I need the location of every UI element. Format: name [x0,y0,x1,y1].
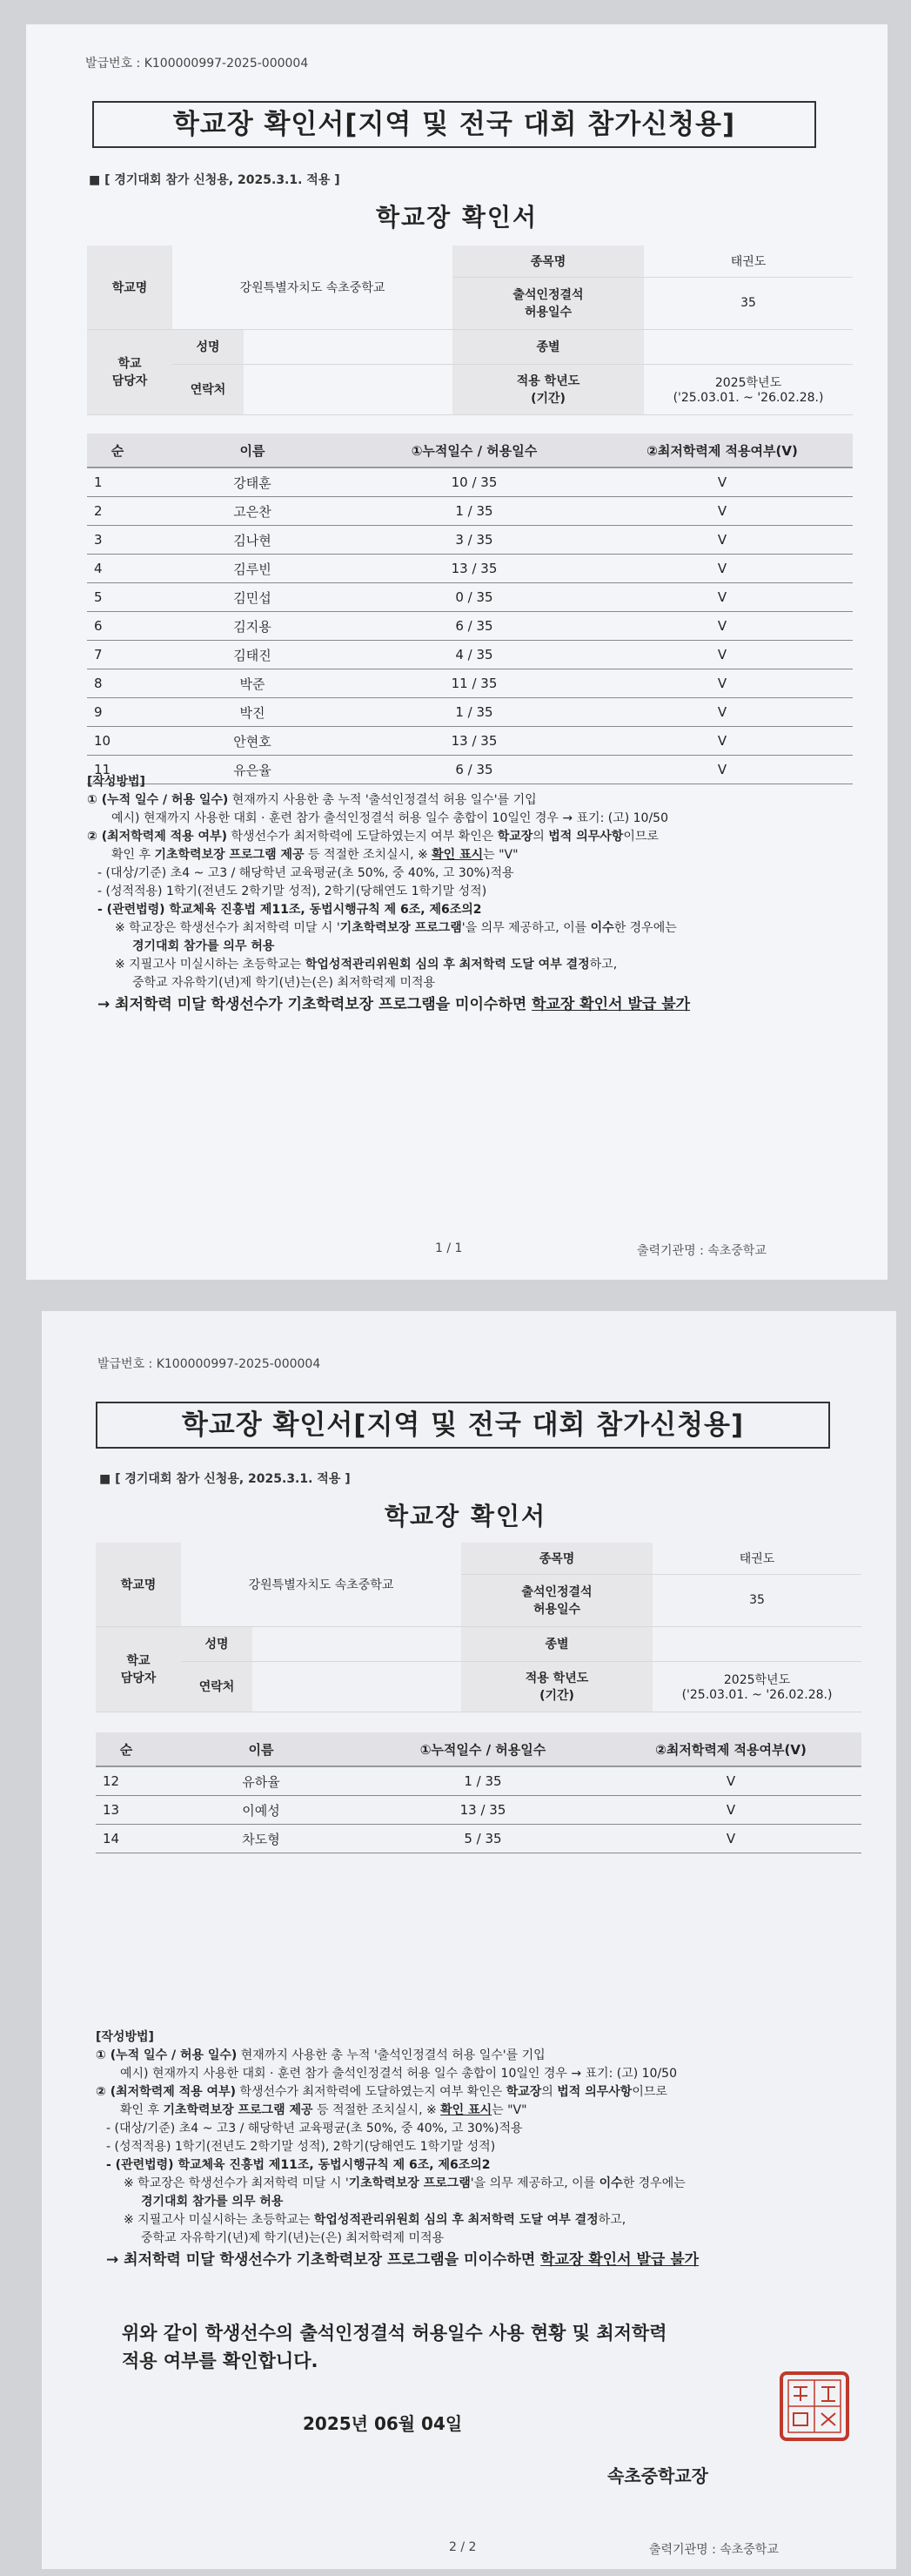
method-line: ② (최저학력제 적용 여부) 학생선수가 최저학력에 도달하였는지 여부 확인은 학교장의 법적 의무사항이므로 [87,830,659,844]
min-academic-check: V [592,669,853,698]
method-line: ※ 학교장은 학생선수가 최저학력 미달 시 '기초학력보장 프로그램'을 의무 제공하고, 이를 이수한 경우에는 [115,921,677,935]
col-header-no: 순 [96,1732,157,1766]
method-line: 중학교 자유학기(년)제 학기(년)는(은) 최저학력제 미적용 [141,2231,445,2245]
cumulative-days: 3 / 35 [357,526,592,555]
type-value [644,329,853,364]
method-line: ※ 지필고사 미실시하는 초등학교는 학업성적관리위원회 심의 후 최저학력 도달 여부 결정하고, [115,958,618,972]
confirmation-statement: 위와 같이 학생선수의 출석인정결석 허용일수 사용 현황 및 최저학력 적용 여부를 확인합니다. [122,2323,667,2371]
issue-date: 2025년 06월 04일 [303,2413,463,2434]
method-line: 확인 후 기초학력보장 프로그램 제공 등 적절한 조치실시, ※ 확인 표시는 "V" [111,848,519,862]
table-row [87,526,853,555]
student-name: 이예성 [157,1796,365,1825]
min-academic-check: V [592,467,853,497]
page-number: 2 / 2 [449,2540,477,2554]
student-name: 박진 [148,698,357,727]
method-line: - (성적적용) 1학기(전년도 2학기말 성적), 2학기(당해연도 1학기말 성적) [97,884,487,898]
method-warning: → 최저학력 미달 학생선수가 기초학력보장 프로그램을 미이수하면 학교장 확인서 발급 불가 [106,2251,700,2269]
student-no: 5 [87,583,148,612]
allowed-days-value: 35 [653,1574,861,1626]
event-label: 종목명 [452,245,644,277]
student-name: 고은찬 [148,497,357,526]
contact-value [244,364,452,414]
document-page-2 [42,1311,896,2569]
school-year-label: 적용 학년도 (기간) [461,1661,653,1712]
allowed-days-label: 출석인정결석 허용일수 [461,1574,653,1626]
col-header-name: 이름 [157,1732,365,1766]
cumulative-days: 11 / 35 [357,669,592,698]
student-no: 3 [87,526,148,555]
student-no: 12 [96,1766,157,1796]
table-row [87,641,853,669]
table-row [87,497,853,526]
student-table [96,1732,861,1853]
min-academic-check: V [592,526,853,555]
type-value [653,1626,861,1661]
col-header-days: ①누적일수 / 허용일수 [365,1732,600,1766]
main-title: 학교장 확인서[지역 및 전국 대회 참가신청용] [96,1402,830,1449]
cumulative-days: 13 / 35 [357,727,592,756]
issuer: 출력기관명 : 속초중학교 [637,1244,767,1258]
school-year-label: 적용 학년도 (기간) [452,364,644,414]
method-line: - (관련법령) 학교체육 진흥법 제11조, 동법시행규칙 제 6조, 제6조의2 [106,2158,491,2172]
allowed-days-label: 출석인정결석 허용일수 [452,277,644,329]
method-line: ② (최저학력제 적용 여부) 학생선수가 최저학력에 도달하였는지 여부 확인은 학교장의 법적 의무사항이므로 [96,2085,667,2099]
cumulative-days: 6 / 35 [357,756,592,784]
method-line: 확인 후 기초학력보장 프로그램 제공 등 적절한 조치실시, ※ 확인 표시는 "V" [120,2103,527,2117]
student-no: 11 [87,756,148,784]
col-header-name: 이름 [148,434,357,467]
school-year-value: 2025학년도 ('25.03.01. ~ '26.02.28.) [653,1661,861,1712]
table-row [87,669,853,698]
min-academic-check: V [592,756,853,784]
type-label: 종별 [461,1626,653,1661]
student-name: 김민섭 [148,583,357,612]
table-row [87,467,853,497]
student-name: 김태진 [148,641,357,669]
col-header-min-academic: ②최저학력제 적용여부(V) [592,434,853,467]
col-header-days: ①누적일수 / 허용일수 [357,434,592,467]
student-no: 7 [87,641,148,669]
event-value: 태권도 [644,245,853,277]
table-row [96,1825,861,1853]
document-page-1 [26,24,888,1280]
student-name: 박준 [148,669,357,698]
min-academic-check: V [592,727,853,756]
method-heading: [작성방법] [96,2030,154,2044]
min-academic-check: V [600,1796,861,1825]
manager-name-value [252,1626,461,1661]
min-academic-check: V [600,1825,861,1853]
contact-value [252,1661,461,1712]
student-name: 차도형 [157,1825,365,1853]
student-no: 14 [96,1825,157,1853]
contact-label: 연락처 [172,364,244,414]
cumulative-days: 0 / 35 [357,583,592,612]
student-no: 10 [87,727,148,756]
issue-number: 발급번호 : K100000997-2025-000004 [97,1357,321,1371]
application-note: ■ [ 경기대회 참가 신청용, 2025.3.1. 적용 ] [89,173,340,187]
school-info-table [87,245,853,415]
confirmation-subtitle: 학교장 확인서 [384,1502,547,1530]
main-title: 학교장 확인서[지역 및 전국 대회 참가신청용] [92,101,816,148]
min-academic-check: V [592,698,853,727]
issuer: 출력기관명 : 속초중학교 [649,2543,779,2557]
table-row [87,698,853,727]
table-row [87,583,853,612]
method-line: - (대상/기준) 초4 ~ 고3 / 해당학년 교육평균(초 50%, 중 40%, 고 30%)적용 [106,2122,523,2135]
school-label: 학교명 [96,1543,181,1626]
min-academic-check: V [592,497,853,526]
student-no: 1 [87,467,148,497]
table-row [87,612,853,641]
student-name: 김루빈 [148,555,357,583]
cumulative-days: 10 / 35 [357,467,592,497]
table-row [96,1796,861,1825]
method-line: 예시) 현재까지 사용한 대회 · 훈련 참가 출석인정결석 허용 일수 총합이 10일인 경우 → 표기: (고) 10/50 [111,811,668,825]
min-academic-check: V [592,555,853,583]
student-name: 김지용 [148,612,357,641]
manager-label: 학교 담당자 [87,329,172,414]
method-line: 경기대회 참가를 의무 허용 [141,2195,284,2209]
min-academic-check: V [592,641,853,669]
event-value: 태권도 [653,1543,861,1574]
school-value: 강원특별자치도 속초중학교 [172,245,452,329]
col-header-no: 순 [87,434,148,467]
manager-name-value [244,329,452,364]
cumulative-days: 6 / 35 [357,612,592,641]
student-no: 13 [96,1796,157,1825]
writing-method [87,773,690,1014]
cumulative-days: 1 / 35 [357,497,592,526]
method-line: 중학교 자유학기(년)제 학기(년)는(은) 최저학력제 미적용 [132,976,436,990]
method-heading: [작성방법] [87,775,145,789]
student-no: 8 [87,669,148,698]
school-year-value: 2025학년도 ('25.03.01. ~ '26.02.28.) [644,364,853,414]
student-name: 안현호 [148,727,357,756]
table-row [87,555,853,583]
table-row [87,727,853,756]
min-academic-check: V [592,612,853,641]
method-line: 경기대회 참가를 의무 허용 [132,939,275,953]
method-line: ※ 학교장은 학생선수가 최저학력 미달 시 '기초학력보장 프로그램'을 의무 제공하고, 이를 이수한 경우에는 [124,2176,686,2190]
student-no: 2 [87,497,148,526]
school-value: 강원특별자치도 속초중학교 [181,1543,461,1626]
method-line: ※ 지필고사 미실시하는 초등학교는 학업성적관리위원회 심의 후 최저학력 도달 여부 결정하고, [124,2213,626,2227]
manager-name-label: 성명 [172,329,244,364]
issue-number: 발급번호 : K100000997-2025-000004 [85,57,309,71]
application-note: ■ [ 경기대회 참가 신청용, 2025.3.1. 적용 ] [99,1472,351,1486]
student-no: 6 [87,612,148,641]
event-label: 종목명 [461,1543,653,1574]
table-row [96,1766,861,1796]
allowed-days-value: 35 [644,277,853,329]
student-no: 4 [87,555,148,583]
min-academic-check: V [600,1766,861,1796]
cumulative-days: 1 / 35 [365,1766,600,1796]
principal-seal-icon [778,2370,851,2443]
student-name: 유은율 [148,756,357,784]
principal-name: 속초중학교장 [607,2465,708,2486]
cumulative-days: 4 / 35 [357,641,592,669]
student-name: 김나현 [148,526,357,555]
school-info-table [96,1543,861,1712]
contact-label: 연락처 [181,1661,252,1712]
confirmation-subtitle: 학교장 확인서 [375,203,539,232]
manager-label: 학교 담당자 [96,1626,181,1712]
cumulative-days: 13 / 35 [365,1796,600,1825]
school-label: 학교명 [87,245,172,329]
method-line: ① (누적 일수 / 허용 일수) 현재까지 사용한 총 누적 '출석인정결석 허용 일수'를 기입 [87,793,537,807]
cumulative-days: 1 / 35 [357,698,592,727]
method-line: ① (누적 일수 / 허용 일수) 현재까지 사용한 총 누적 '출석인정결석 허용 일수'를 기입 [96,2048,546,2062]
student-name: 유하율 [157,1766,365,1796]
method-line: - (대상/기준) 초4 ~ 고3 / 해당학년 교육평균(초 50%, 중 40%, 고 30%)적용 [97,866,514,880]
page-number: 1 / 1 [435,1241,463,1255]
method-line: - (성적적용) 1학기(전년도 2학기말 성적), 2학기(당해연도 1학기말 성적) [106,2140,496,2154]
method-warning: → 최저학력 미달 학생선수가 기초학력보장 프로그램을 미이수하면 학교장 확인서 발급 불가 [97,996,691,1013]
student-name: 강태훈 [148,467,357,497]
min-academic-check: V [592,583,853,612]
cumulative-days: 5 / 35 [365,1825,600,1853]
method-line: - (관련법령) 학교체육 진흥법 제11조, 동법시행규칙 제 6조, 제6조의2 [97,903,482,917]
writing-method [96,2028,699,2270]
type-label: 종별 [452,329,644,364]
col-header-min-academic: ②최저학력제 적용여부(V) [600,1732,861,1766]
manager-name-label: 성명 [181,1626,252,1661]
cumulative-days: 13 / 35 [357,555,592,583]
method-line: 예시) 현재까지 사용한 대회 · 훈련 참가 출석인정결석 허용 일수 총합이 10일인 경우 → 표기: (고) 10/50 [120,2067,677,2081]
student-table [87,434,853,784]
student-no: 9 [87,698,148,727]
